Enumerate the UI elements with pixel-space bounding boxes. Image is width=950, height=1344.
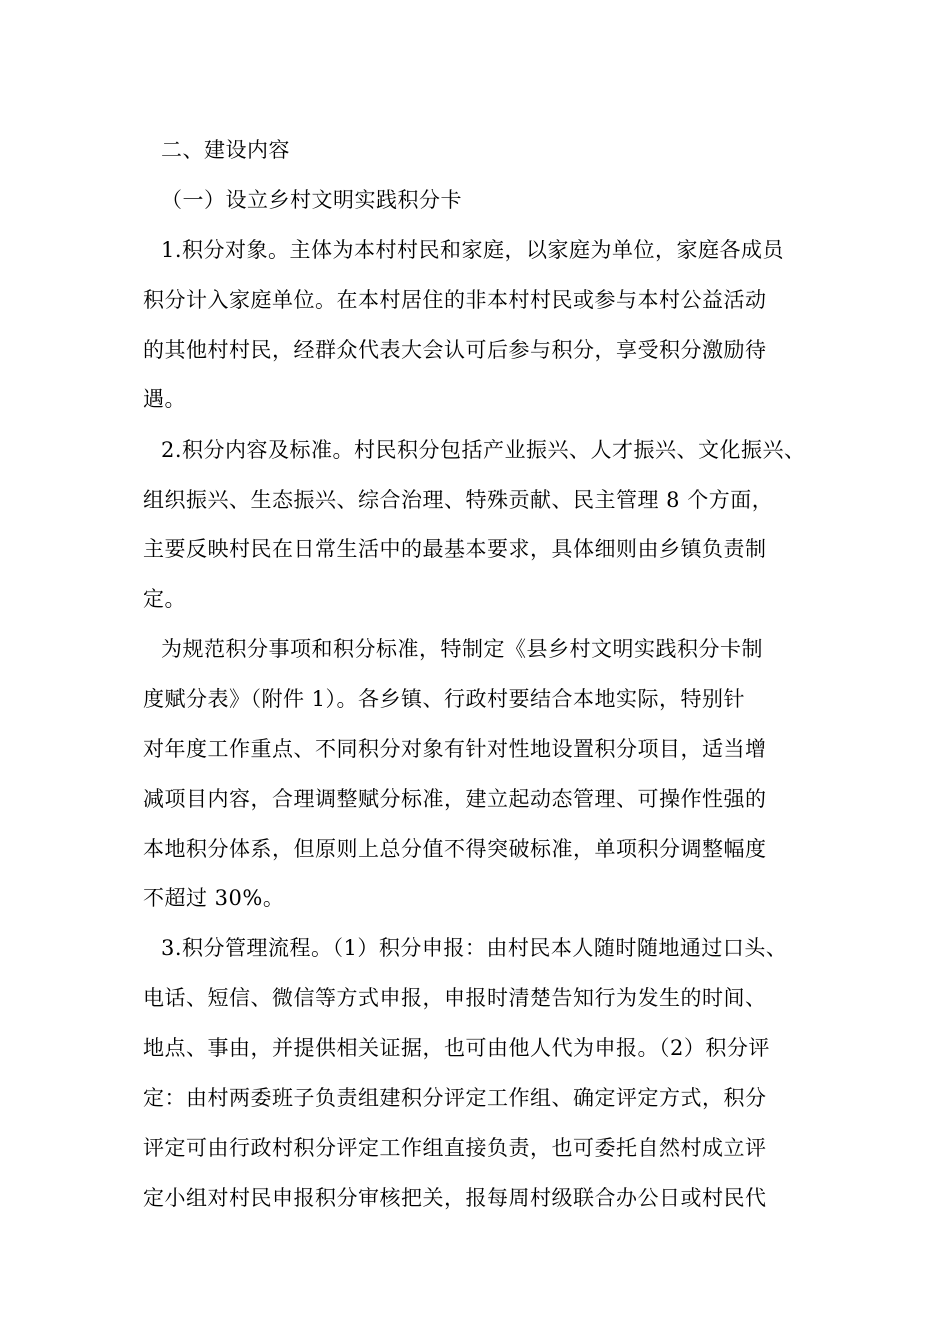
- paragraph-line: 为规范积分事项和积分标准，特制定《县乡村文明实践积分卡制: [161, 637, 763, 661]
- paragraph-line: 组织振兴、生态振兴、综合治理、特殊贡献、民主管理 8 个方面，: [143, 488, 774, 512]
- paragraph-line: 定。: [143, 587, 186, 611]
- paragraph-line: 积分计入家庭单位。在本村居住的非本村村民或参与本村公益活动: [143, 288, 767, 312]
- paragraph-line: 2.积分内容及标准。村民积分包括产业振兴、人才振兴、文化振兴、: [161, 438, 806, 462]
- paragraph-line: 评定可由行政村积分评定工作组直接负责，也可委托自然村成立评: [143, 1136, 767, 1160]
- paragraph-line: 3.积分管理流程。（1）积分申报：由村民本人随时随地通过口头、: [161, 936, 788, 960]
- paragraph-line: 定：由村两委班子负责组建积分评定工作组、确定评定方式，积分: [143, 1086, 767, 1110]
- paragraph-line: 本地积分体系，但原则上总分值不得突破标准，单项积分调整幅度: [143, 837, 767, 861]
- paragraph-line: 减项目内容，合理调整赋分标准，建立起动态管理、可操作性强的: [143, 787, 767, 811]
- paragraph-line: 不超过 30%。: [143, 886, 285, 910]
- paragraph-line: 遇。: [143, 387, 186, 411]
- paragraph-line: 对年度工作重点、不同积分对象有针对性地设置积分项目，适当增: [143, 737, 767, 761]
- paragraph-line: 电话、短信、微信等方式申报，申报时清楚告知行为发生的时间、: [143, 986, 767, 1010]
- paragraph-line: 1.积分对象。主体为本村村民和家庭，以家庭为单位，家庭各成员: [161, 238, 785, 262]
- section-heading: 二、建设内容: [161, 138, 290, 162]
- paragraph-line: 的其他村村民，经群众代表大会认可后参与积分，享受积分激励待: [143, 338, 767, 362]
- paragraph-line: 地点、事由，并提供相关证据，也可由他人代为申报。（2）积分评: [143, 1036, 770, 1060]
- subsection-heading: （一）设立乡村文明实践积分卡: [161, 188, 462, 212]
- paragraph-line: 主要反映村民在日常生活中的最基本要求，具体细则由乡镇负责制: [143, 537, 767, 561]
- paragraph-line: 定小组对村民申报积分审核把关，报每周村级联合办公日或村民代: [143, 1186, 767, 1210]
- paragraph-line: 度赋分表》（附件 1）。各乡镇、行政村要结合本地实际，特别针: [143, 687, 746, 711]
